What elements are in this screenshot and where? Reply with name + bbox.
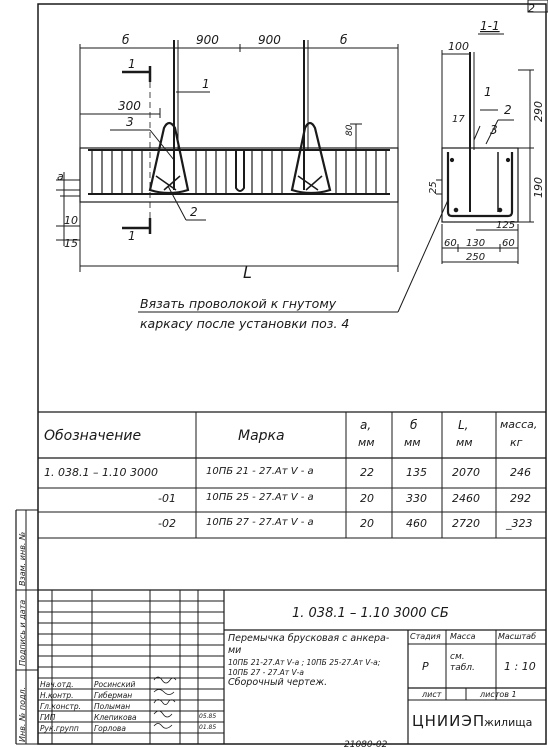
sheet-number: 2 [528,2,535,15]
date-0: 05.85 [199,713,217,720]
name-1: Гиберман [94,691,133,700]
title-line-2: ми [228,645,242,656]
callout-1: 1 [202,77,210,91]
row-2-mark: 10ПБ 27 - 27.Ат Ⅴ - а [206,517,314,528]
row-0-mark: 10ПБ 21 - 27.Ат Ⅴ - а [206,466,314,477]
title-line-3: 10ПБ 21-27.Ат Ⅴ-а ; 10ПБ 25-27.Ат Ⅴ-а; [228,658,381,667]
row-0-L: 2070 [452,466,480,479]
dim-900-a: 900 [196,33,219,47]
sec-dim-60a: 60 [444,238,457,249]
row-0-b: 135 [406,466,427,479]
row-2-designation: -02 [158,517,176,530]
title-line-1: Перемычка брусковая с анкера- [228,633,390,644]
side-label-replace: Взам. инв. № [18,531,27,586]
callout-3: 3 [126,115,134,129]
sec-callout-3: 3 [490,123,498,137]
section-label: 1-1 [480,19,500,33]
name-2: Полыман [94,702,131,711]
role-3: ГИП [40,713,56,722]
scale-value: 1 : 10 [504,660,536,673]
th-mass: масса, [500,418,538,431]
row-2-mass: _323 [506,517,533,530]
row-1-mark: 10ПБ 25 - 27.Ат Ⅴ - а [206,492,314,503]
mass-value: см. табл. [450,652,475,673]
sec-dim-60b: 60 [502,238,515,249]
row-1-designation: -01 [158,492,176,505]
date-1: 01.85 [199,724,217,731]
dim-15: 15 [64,237,78,250]
footer-code: 21080-02 [344,740,388,750]
title-line-4: 10ПБ 27 - 27.Ат Ⅴ-а [228,668,304,677]
th-L: L, [458,418,469,432]
callout-2: 2 [190,205,198,219]
dim-25: 25 [428,181,439,194]
role-4: Рук.групп [40,724,79,733]
row-1-mass: 292 [510,492,531,505]
note-line-2: каркасу после установки поз. 4 [140,316,350,331]
org-name: жилища [484,716,533,729]
dim-a: а [57,170,64,183]
role-2: Гл.констр. [40,702,82,711]
th-mark: Марка [238,428,285,444]
sec-callout-1: 1 [484,85,492,99]
sec-dim-290: 290 [532,101,545,122]
dim-b-right: б [340,33,348,47]
name-0: Росинский [94,680,136,689]
stage-value: Р [422,660,429,673]
name-4: Горлова [94,724,126,733]
sheets-label: листов 1 [480,690,517,699]
title-line-5: Сборочный чертеж. [228,677,328,688]
row-0-mass: 246 [510,466,531,479]
sec-dim-125: 125 [496,220,516,231]
note-line-1: Вязать проволокой к гнутому [140,296,337,311]
th-mass-unit: кг [510,436,523,449]
dim-900-b: 900 [258,33,281,47]
th-b: б [410,418,418,432]
stage-header: Стадия [410,632,441,641]
th-b-unit: мм [404,436,421,449]
sec-dim-190: 190 [532,177,545,198]
row-2-b: 460 [406,517,427,530]
th-L-unit: мм [456,436,473,449]
doc-code: 1. 038.1 – 1.10 3000 СБ [292,606,449,621]
dim-80: 80 [345,124,355,136]
sec-callout-2: 2 [504,103,512,117]
th-a: а, [360,418,372,432]
sheet-label: лист [422,690,442,699]
dim-300: 300 [118,99,141,113]
sec-dim-100: 100 [448,40,469,53]
th-a-unit: мм [358,436,375,449]
row-2-L: 2720 [452,517,480,530]
row-2-a: 20 [360,517,374,530]
mass-header: Масса [450,632,476,641]
th-designation: Обозначение [44,428,142,444]
dim-b-left: б [122,33,130,47]
cut-mark-bottom: 1 [128,229,136,243]
name-3: Клепикова [94,713,137,722]
cut-mark-top: 1 [128,57,136,71]
org-logo: ЦНИИЭП [412,712,486,730]
side-label-sign-date: Подпись и дата [18,599,27,666]
sec-dim-130: 130 [466,238,486,249]
dim-L: L [243,263,252,282]
role-0: Нач.отд. [40,680,74,689]
row-1-a: 20 [360,492,374,505]
dim-10: 10 [64,214,78,227]
row-1-L: 2460 [452,492,480,505]
role-1: Н.контр. [40,691,74,700]
row-0-designation: 1. 038.1 – 1.10 3000 [44,466,158,479]
side-label-inv: Инв. № подл. [18,686,27,742]
sec-dim-17: 17 [452,114,465,125]
row-0-a: 22 [360,466,374,479]
scale-header: Масштаб [498,632,537,641]
sec-dim-250: 250 [466,252,486,263]
row-1-b: 330 [406,492,427,505]
